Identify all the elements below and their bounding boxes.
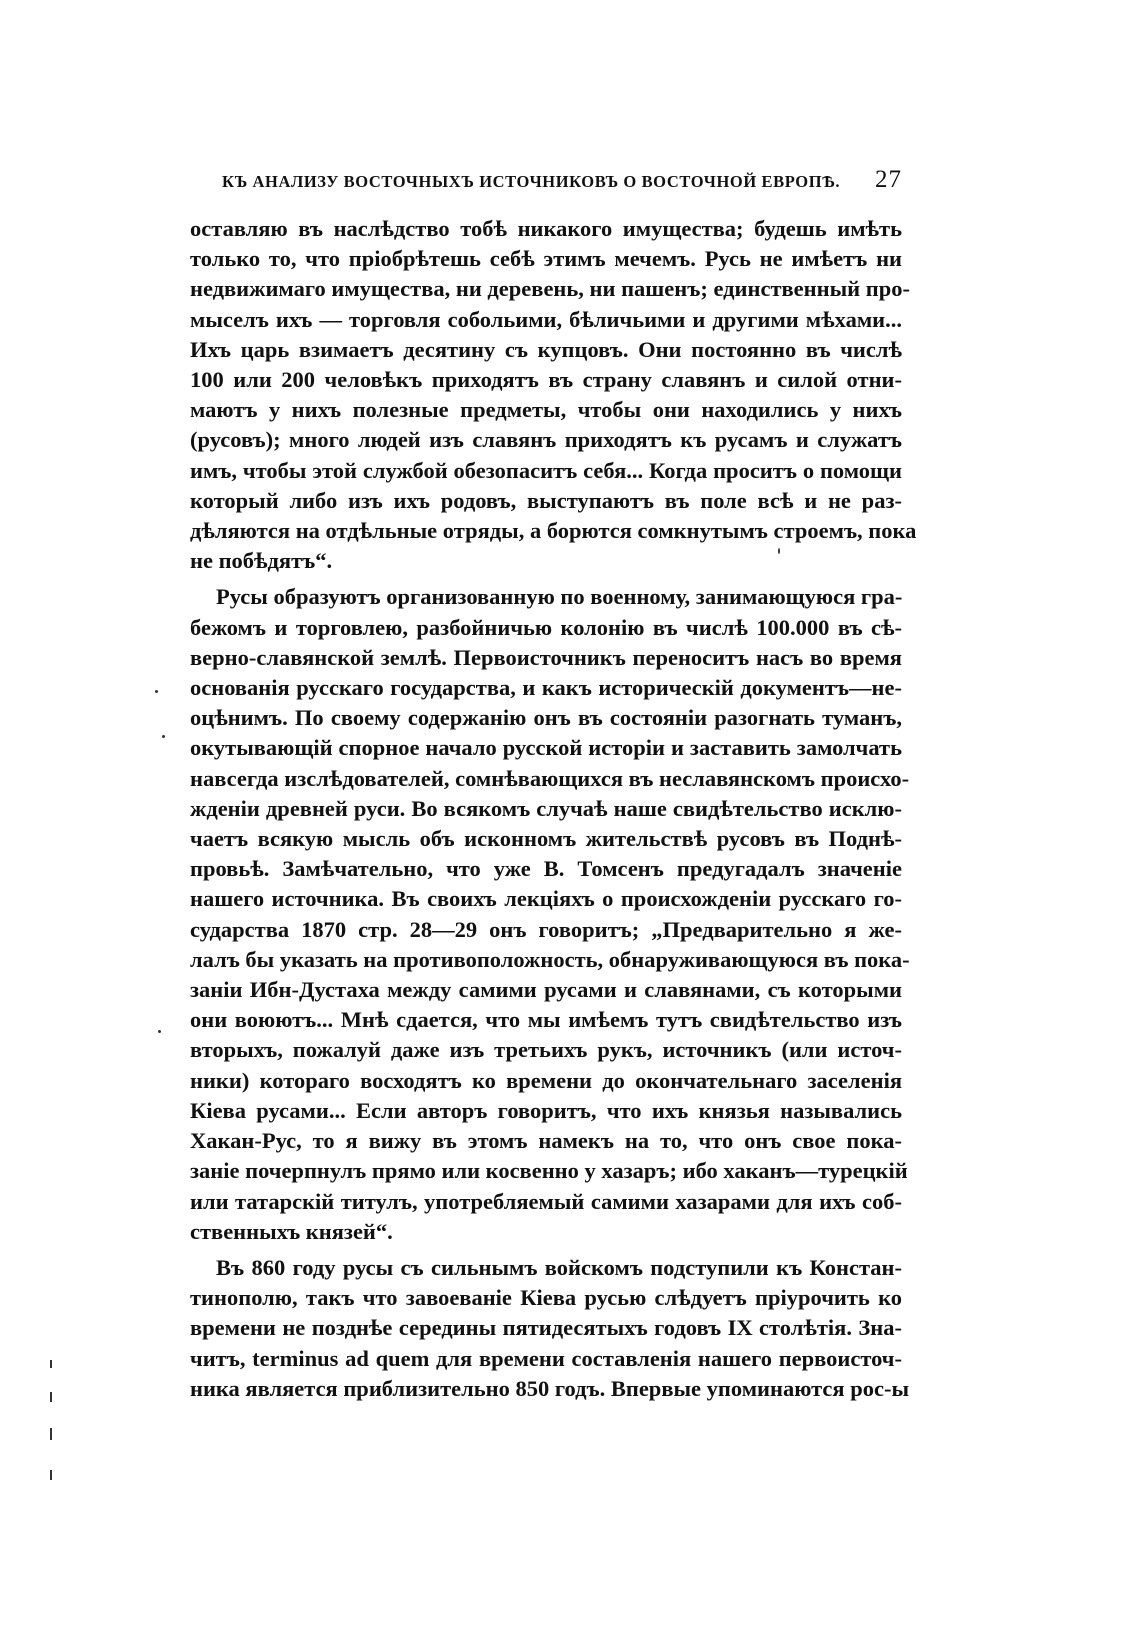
- text-line: лалъ бы указать на противоположность, обнаруживающуюся въ пока-: [190, 946, 910, 972]
- text-line: Кіева русами... Если авторъ говоритъ, что ихъ князья назывались: [190, 1097, 902, 1123]
- text-line: бежомъ и торговлею, разбойничью колонію въ числѣ 100.000 въ сѣ-: [190, 614, 902, 640]
- text-line: окутывающій спорное начало русской исторіи и заставить замолчать: [190, 735, 902, 761]
- scan-speck: [155, 690, 158, 693]
- text-line: недвижимаго имущества, ни деревень, ни пашенъ; единственный про-: [190, 276, 910, 302]
- running-head: [222, 166, 902, 196]
- scan-speck: [50, 1428, 52, 1440]
- text-line: сударства 1870 стр. 28—29 онъ говоритъ; „Предварительно я же-: [190, 916, 902, 942]
- scan-speck: [162, 735, 165, 738]
- text-line: основанія русскаго государства, и какъ историческій документъ—не-: [190, 675, 902, 701]
- text-line: чаетъ всякую мысль объ исконномъ жительствѣ русовъ въ Поднѣ-: [190, 826, 902, 852]
- page-number: 27: [875, 166, 902, 193]
- scan-speck: [778, 548, 780, 554]
- text-line: провьѣ. Замѣчательно, что уже В. Томсенъ предугадалъ значеніе: [190, 856, 902, 882]
- text-line: дѣляются на отдѣльные отряды, а борются сомкнутымъ строемъ, пока: [190, 518, 917, 544]
- text-line: Въ 860 году русы съ сильнымъ войскомъ подступили къ Констан-: [216, 1254, 902, 1280]
- text-line: Русы образуютъ организованную по военному, занимающуюся гра-: [216, 584, 903, 610]
- text-line: только то, что пріобрѣтешь себѣ этимъ мечемъ. Русь не имѣетъ ни: [190, 246, 902, 272]
- text-line: имъ, чтобы этой службой обезопаситъ себя... Когда проситъ о помощи: [190, 457, 902, 483]
- scan-speck: [50, 1360, 52, 1368]
- text-line: верно-славянской землѣ. Первоисточникъ переноситъ насъ во время: [190, 644, 902, 670]
- running-title: КЪ АНАЛИЗУ ВОСТОЧНЫХЪ ИСТОЧНИКОВЪ О ВОСТОЧНОЙ ЕВРОПѢ.: [222, 172, 841, 191]
- text-line: оцѣнимъ. По своему содержанію онъ въ состояніи разогнать туманъ,: [190, 705, 902, 731]
- text-line: ника является приблизительно 850 годъ. Впервые упоминаются рос-ы: [190, 1375, 910, 1401]
- body-text: [190, 214, 917, 1410]
- text-line: не побѣдятъ“.: [190, 548, 333, 574]
- paragraph: [190, 1253, 910, 1404]
- text-line: 100 или 200 человѣкъ приходятъ въ страну славянъ и силой отни-: [190, 367, 902, 393]
- paragraph: [190, 582, 910, 1246]
- text-line: тинополю, такъ что завоеваніе Кіева русью слѣдуетъ пріурочить ко: [190, 1285, 902, 1311]
- text-line: читъ, terminus ad quem для времени составленія нашего первоисточ-: [190, 1345, 902, 1371]
- scan-speck: [50, 1392, 52, 1402]
- text-line: который либо изъ ихъ родовъ, выступаютъ въ поле всѣ и не раз-: [190, 487, 902, 513]
- text-line: нашего источника. Въ своихъ лекціяхъ о происхожденіи русскаго го-: [190, 886, 902, 912]
- text-line: ники) котораго восходятъ ко времени до окончательнаго заселенія: [190, 1067, 902, 1093]
- text-line: заніе почерпнулъ прямо или косвенно у хазаръ; ибо хаканъ—турецкій: [190, 1158, 908, 1184]
- text-line: они воюютъ... Мнѣ сдается, что мы имѣемъ тутъ свидѣтельство изъ: [190, 1007, 902, 1033]
- text-line: или татарскій титулъ, употребляемый самими хазарами для ихъ соб-: [190, 1188, 902, 1214]
- paragraph: [190, 214, 917, 576]
- text-line: навсегда изслѣдователей, сомнѣвающихся въ неславянскомъ происхо-: [190, 765, 910, 791]
- text-line: жденіи древней руси. Во всякомъ случаѣ наше свидѣтельство исклю-: [190, 795, 902, 821]
- scan-speck: [158, 1030, 161, 1033]
- scan-speck: [50, 1470, 52, 1480]
- text-line: Ихъ царь взимаетъ десятину съ купцовъ. Они постоянно въ числѣ: [190, 336, 902, 362]
- text-line: вторыхъ, пожалуй даже изъ третьихъ рукъ, источникъ (или источ-: [190, 1037, 902, 1063]
- text-line: (русовъ); много людей изъ славянъ приходятъ къ русамъ и служатъ: [190, 427, 902, 453]
- text-line: Хакан-Рус, то я вижу въ этомъ намекъ на то, что онъ свое пока-: [190, 1128, 902, 1154]
- text-line: ственныхъ князей“.: [190, 1218, 393, 1244]
- text-line: времени не позднѣе середины пятидесятыхъ годовъ IX столѣтія. Зна-: [190, 1315, 902, 1341]
- text-line: мыселъ ихъ — торговля собольими, бѣличьими и другими мѣхами...: [190, 306, 902, 332]
- text-line: заніи Ибн-Дустаха между самими русами и славянами, съ которыми: [190, 977, 902, 1003]
- text-line: оставляю въ наслѣдство тобѣ никакого имущества; будешь имѣть: [190, 216, 902, 241]
- text-line: маютъ у нихъ полезные предметы, чтобы они находились у нихъ: [190, 397, 902, 423]
